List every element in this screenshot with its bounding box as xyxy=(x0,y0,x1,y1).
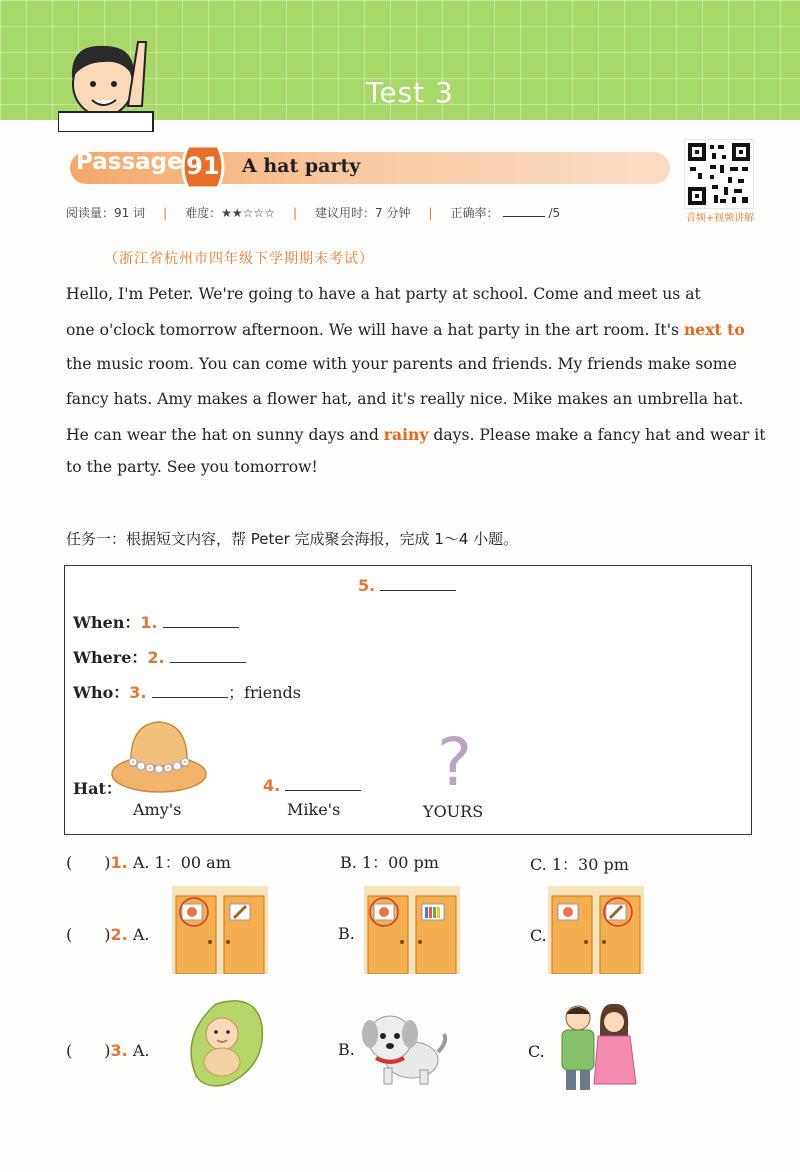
passage-text: days. Please make a fancy hat and wear it xyxy=(428,426,766,444)
answer-blank-3[interactable] xyxy=(152,684,228,698)
question-3-stem xyxy=(66,1038,149,1061)
question-number-5: 5. xyxy=(358,576,376,595)
poster-title-slot xyxy=(358,576,456,595)
art-and-music-room-image[interactable] xyxy=(172,886,268,974)
accuracy-label: 正确率： xyxy=(450,206,499,220)
passage-line-4: fancy hats. Amy makes a flower hat, and it's really nice. Mike makes an umbrella hat. xyxy=(66,390,744,408)
passage-text: He can wear the hat on sunny days and xyxy=(66,426,384,444)
who-suffix: ；friends xyxy=(228,683,301,702)
question-number-2: 2. xyxy=(147,648,165,667)
passage-line-1: Hello, I'm Peter. We're going to have a hat party at school. Come and meet us at xyxy=(66,285,701,303)
question-number: 3. xyxy=(110,1041,128,1060)
qr-caption: 音频+视频讲解 xyxy=(685,213,755,224)
answer-blank-5[interactable] xyxy=(380,577,456,591)
passage-line-2 xyxy=(66,320,754,339)
question-number: 1. xyxy=(110,853,128,872)
who-row xyxy=(73,680,301,703)
word-count: 阅读量：91 词 xyxy=(66,206,146,220)
passage-line-3: the music room. You can come with your parents and friends. My friends make some xyxy=(66,355,737,373)
difficulty-label: 难度： xyxy=(185,206,222,220)
hat-slot-4 xyxy=(263,776,361,795)
passage-title: A hat party xyxy=(242,155,361,177)
where-row xyxy=(73,645,246,668)
flower-hat-icon xyxy=(109,716,209,796)
boy-mascot-icon xyxy=(58,22,168,132)
question-mark-icon: ? xyxy=(437,724,473,801)
option-a[interactable]: A. xyxy=(132,1041,150,1060)
passage-number: 91 xyxy=(186,152,220,180)
answer-blank-2[interactable] xyxy=(170,649,246,663)
passage-line-5 xyxy=(66,425,766,444)
hat-label: Hat： xyxy=(73,779,122,798)
option-a[interactable]: A. 1：00 am xyxy=(132,853,231,872)
who-label: Who： xyxy=(73,683,130,702)
when-row xyxy=(73,610,239,633)
question-2-stem xyxy=(66,922,149,945)
passage-text: one o'clock tomorrow afternoon. We will have a hat party in the art room. It's xyxy=(66,321,684,339)
mike-caption: Mike's xyxy=(287,800,341,819)
party-poster xyxy=(64,565,752,835)
passage-line-6: to the party. See you tomorrow! xyxy=(66,458,318,476)
answer-paren[interactable]: ( ) xyxy=(66,853,111,872)
parents-image[interactable] xyxy=(548,1000,644,1092)
amy-caption: Amy's xyxy=(133,800,182,819)
where-label: Where： xyxy=(73,648,148,667)
info-line xyxy=(66,204,560,221)
question-2-option-b[interactable]: B. xyxy=(338,924,355,943)
difficulty-stars: ★★☆☆☆ xyxy=(221,206,275,220)
question-number: 2. xyxy=(110,925,128,944)
suggested-time: 建议用时：7 分钟 xyxy=(315,206,411,220)
answer-paren[interactable]: ( ) xyxy=(66,1041,111,1060)
option-a[interactable]: A. xyxy=(132,925,150,944)
question-3-option-c[interactable]: C. xyxy=(528,1042,545,1061)
question-number-1: 1. xyxy=(140,613,158,632)
question-number-4: 4. xyxy=(263,776,281,795)
separator: | xyxy=(292,206,297,220)
task-instruction: 任务一：根据短文内容，帮 Peter 完成聚会海报，完成 1～4 小题。 xyxy=(66,530,519,548)
when-label: When： xyxy=(73,613,141,632)
test-title: Test 3 xyxy=(366,76,454,109)
source-note: （浙江省杭州市四年级下学期期末考试） xyxy=(104,251,374,267)
question-1-option-c[interactable]: C. 1：30 pm xyxy=(530,855,629,874)
highlight-next-to: next to xyxy=(683,320,745,339)
question-1-option-b[interactable]: B. 1：00 pm xyxy=(340,853,439,872)
accuracy-blank[interactable] xyxy=(503,207,545,217)
question-3-option-b[interactable]: B. xyxy=(338,1040,355,1059)
music-room-circled-image[interactable] xyxy=(548,886,644,974)
question-1-stem xyxy=(66,850,231,873)
separator: | xyxy=(428,206,433,220)
baby-image[interactable] xyxy=(176,996,268,1088)
accuracy-total: /5 xyxy=(548,206,561,220)
separator: | xyxy=(163,206,168,220)
question-number-3: 3. xyxy=(129,683,147,702)
dog-image[interactable] xyxy=(354,1004,450,1088)
qr-code-icon[interactable] xyxy=(684,139,754,209)
answer-blank-1[interactable] xyxy=(163,614,239,628)
answer-blank-4[interactable] xyxy=(285,777,361,791)
header-banner xyxy=(0,0,800,120)
art-room-and-library-image[interactable] xyxy=(364,886,460,974)
answer-paren[interactable]: ( ) xyxy=(66,925,111,944)
highlight-rainy: rainy xyxy=(383,425,429,444)
question-2-option-c[interactable]: C. xyxy=(530,926,547,945)
passage-label: Passage xyxy=(76,149,183,175)
yours-caption: YOURS xyxy=(423,802,484,821)
